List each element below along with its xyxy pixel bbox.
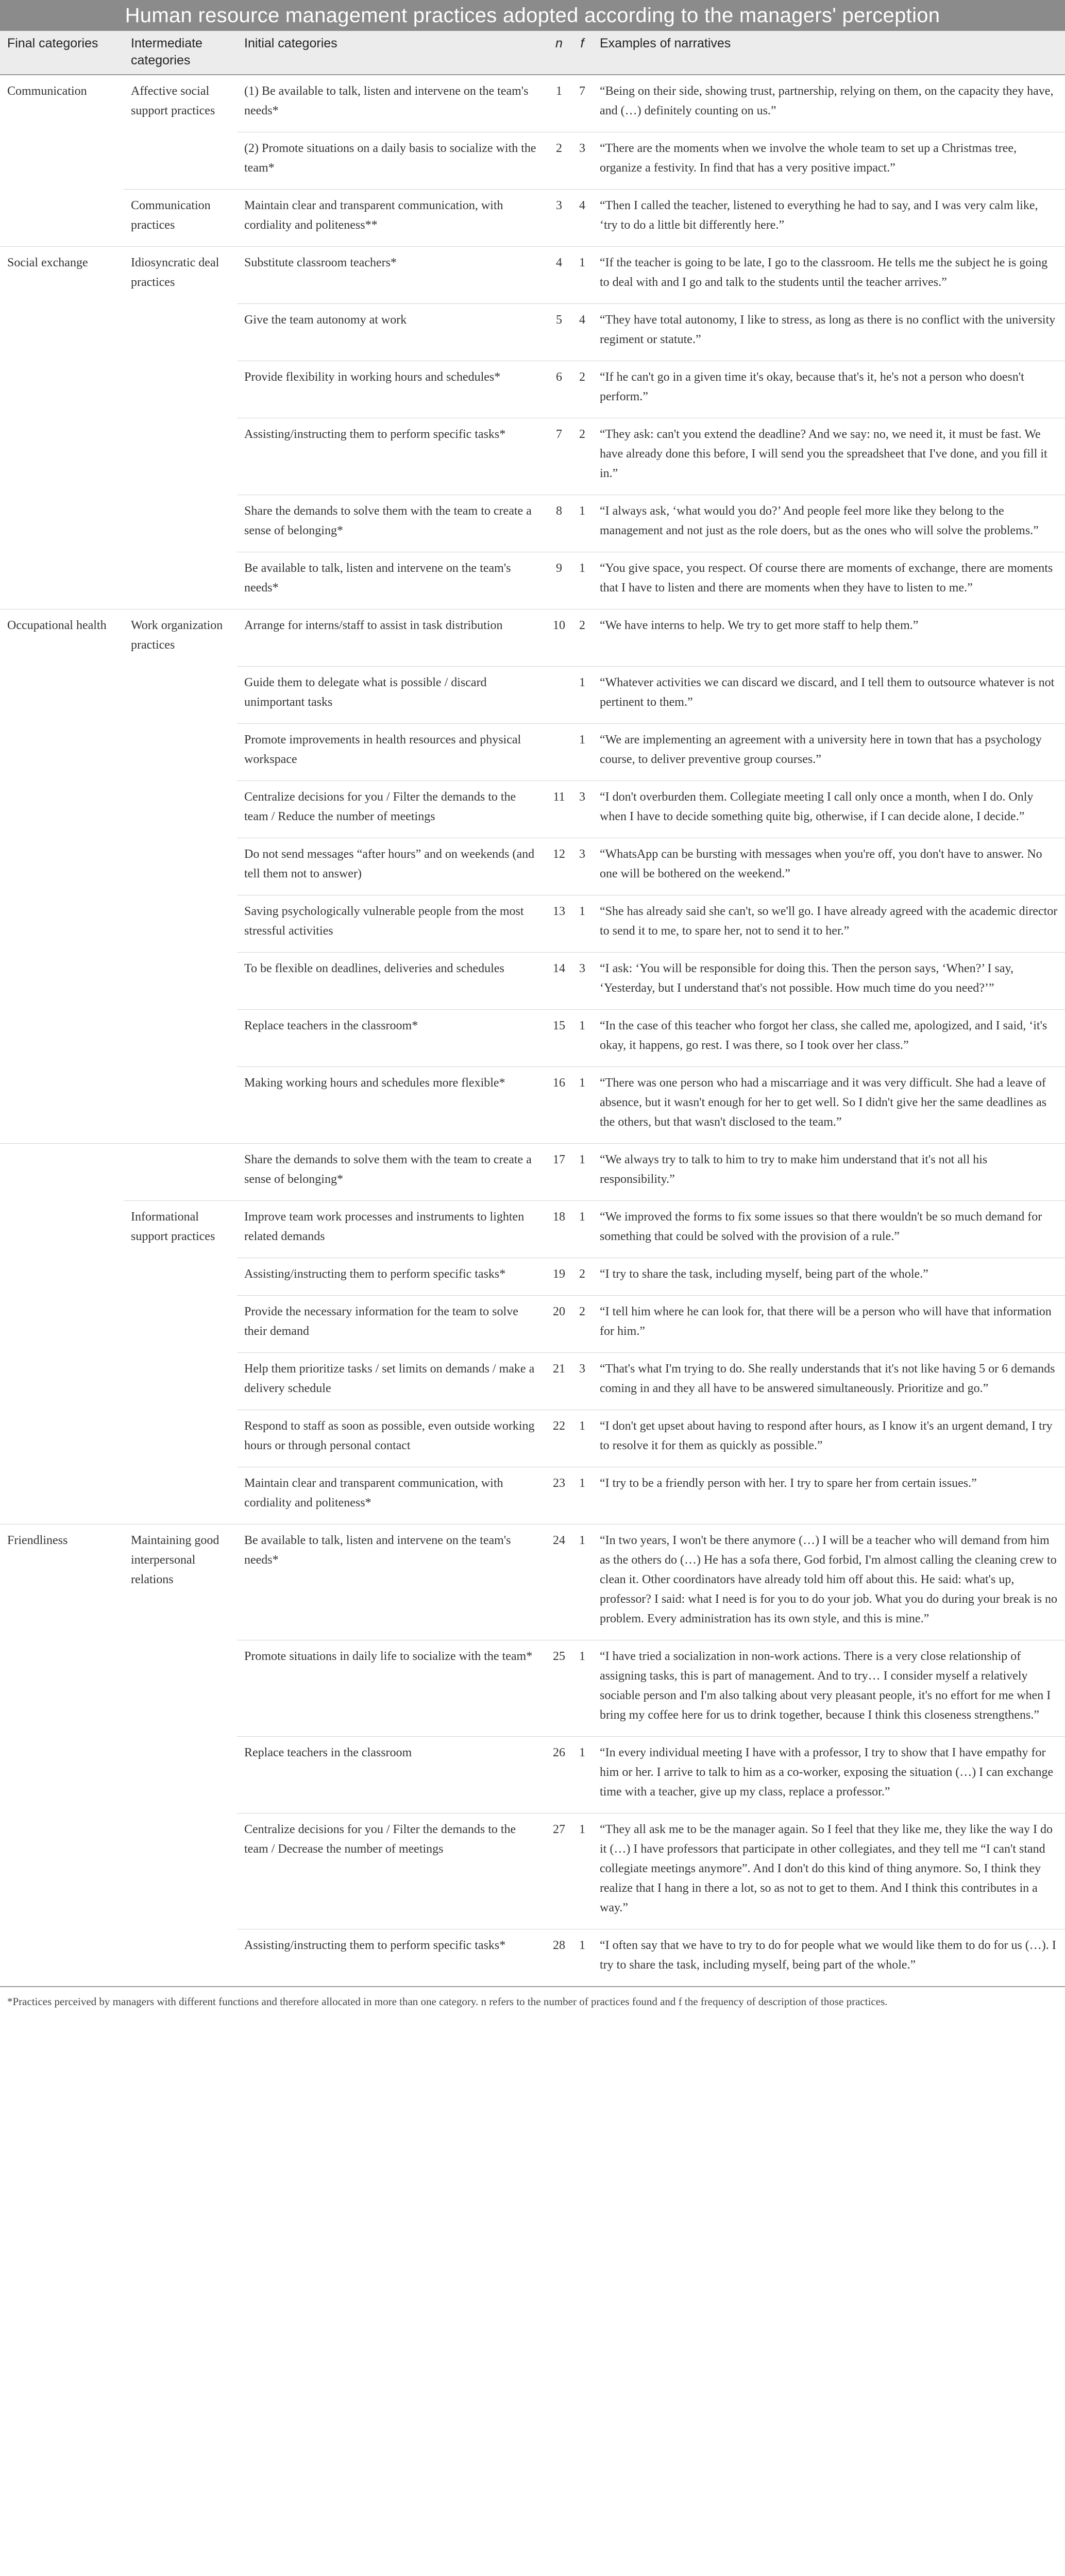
f-cell: 1 — [572, 495, 593, 552]
final-category-cell: Communication — [7, 84, 87, 98]
intermediate-category-cell — [124, 304, 237, 361]
intermediate-category-cell: Informational support practices — [124, 1200, 237, 1258]
initial-category-cell: Share the demands to solve them with the team to create a sense of belonging* — [237, 1143, 546, 1200]
table-row — [0, 190, 1065, 247]
table-row — [0, 75, 1065, 132]
table-row — [0, 666, 1065, 723]
f-cell: 2 — [572, 1258, 593, 1295]
table-row — [0, 609, 1065, 667]
final-category-cell: Friendliness — [0, 1524, 124, 1640]
narrative-cell: “I don't overburden them. Collegiate meeting I call only once a month, when I do. Only when I have to decide something quite big, otherwise, if I can decide alone, I decide.” — [593, 781, 1065, 838]
final-category-cell — [0, 952, 124, 1009]
initial-category-cell: Substitute classroom teachers* — [237, 247, 546, 304]
final-category-cell — [0, 1467, 124, 1524]
f-cell: 1 — [572, 1200, 593, 1258]
f-cell: 3 — [572, 132, 593, 190]
initial-category-cell: Maintain clear and transparent communication, with cordiality and politeness* — [237, 1467, 546, 1524]
final-category-cell — [0, 781, 124, 838]
f-cell: 1 — [572, 247, 593, 304]
intermediate-category-cell — [124, 666, 237, 723]
f-cell: 1 — [572, 723, 593, 781]
n-cell — [546, 723, 572, 781]
final-category-cell — [0, 1352, 124, 1410]
final-category-cell — [0, 132, 124, 190]
initial-category-cell: Replace teachers in the classroom — [237, 1736, 546, 1813]
narrative-cell: “WhatsApp can be bursting with messages when you're off, you don't have to answer. No one will be bothered on the weekend.” — [593, 838, 1065, 895]
narrative-cell: “I don't get upset about having to respond after hours, as I know it's an urgent demand, I try to resolve it for them as quickly as possible.” — [593, 1410, 1065, 1467]
n-cell: 16 — [546, 1066, 572, 1143]
intermediate-category-cell — [124, 552, 237, 609]
table-row — [0, 1009, 1065, 1066]
narrative-cell: “Whatever activities we can discard we discard, and I tell them to outsource whatever is not pertinent to them.” — [593, 666, 1065, 723]
table-row — [0, 495, 1065, 552]
table-row — [0, 1640, 1065, 1736]
narrative-cell: “I ask: ‘You will be responsible for doing this. Then the person says, ‘When?’ I say, ‘Yesterday, but I understand that's not possible. How much time do you need?’” — [593, 952, 1065, 1009]
f-cell: 1 — [572, 552, 593, 609]
header-initial-categories: Initial categories — [237, 31, 546, 75]
narrative-cell: “I try to be a friendly person with her. I try to spare her from certain issues.” — [593, 1467, 1065, 1524]
final-category-cell — [0, 666, 124, 723]
final-category-cell — [0, 552, 124, 609]
final-category-cell — [0, 1410, 124, 1467]
intermediate-category-cell — [124, 1352, 237, 1410]
initial-category-cell: Improve team work processes and instruments to lighten related demands — [237, 1200, 546, 1258]
table-row — [0, 1813, 1065, 1929]
table-row — [0, 1467, 1065, 1524]
f-cell: 1 — [572, 1640, 593, 1736]
table-row — [0, 1352, 1065, 1410]
initial-category-cell: (2) Promote situations on a daily basis to socialize with the team* — [237, 132, 546, 190]
header-intermediate-categories: Intermediate categories — [124, 31, 237, 75]
n-cell: 10 — [546, 609, 572, 667]
final-category-cell — [0, 1143, 124, 1200]
n-cell: 22 — [546, 1410, 572, 1467]
intermediate-category-cell — [124, 723, 237, 781]
table-row — [0, 723, 1065, 781]
n-cell: 4 — [546, 247, 572, 304]
table-row — [0, 838, 1065, 895]
n-cell: 19 — [546, 1258, 572, 1295]
narrative-cell: “There was one person who had a miscarriage and it was very difficult. She had a leave of absence, but it wasn't enough for her to get well. So I didn't give her the same deadlines as the others, but that wasn't disclosed to the team.” — [593, 1066, 1065, 1143]
f-cell: 1 — [572, 1410, 593, 1467]
table-title: Human resource management practices adopted according to the managers' perception — [0, 0, 1065, 31]
n-cell: 26 — [546, 1736, 572, 1813]
n-cell: 28 — [546, 1929, 572, 1987]
f-cell: 1 — [572, 1929, 593, 1987]
n-cell: 6 — [546, 361, 572, 418]
intermediate-category-cell — [124, 1295, 237, 1352]
table-body — [0, 75, 1065, 1987]
table-row — [0, 304, 1065, 361]
initial-category-cell: Assisting/instructing them to perform specific tasks* — [237, 1258, 546, 1295]
narrative-cell: “There are the moments when we involve the whole team to set up a Christmas tree, organize a festivity. In find that has a very positive impact.” — [593, 132, 1065, 190]
f-cell: 7 — [572, 75, 593, 132]
intermediate-category-cell: Communication practices — [124, 190, 237, 247]
narrative-cell: “If he can't go in a given time it's okay, because that's it, he's not a person who doesn't perform.” — [593, 361, 1065, 418]
intermediate-category-cell — [124, 495, 237, 552]
narrative-cell: “Being on their side, showing trust, partnership, relying on them, on the capacity they have, and (…) definitely counting on us.” — [593, 75, 1065, 132]
n-cell: 15 — [546, 1009, 572, 1066]
table-row — [0, 1066, 1065, 1143]
final-category-cell — [0, 838, 124, 895]
table-row — [0, 1295, 1065, 1352]
header-f: f — [572, 31, 593, 75]
narrative-cell: “In every individual meeting I have with a professor, I try to show that I have empathy for him or her. I arrive to talk to him as a co-worker, exposing the situation (…) I can exchange time with a teacher, give up my class, replace a professor.” — [593, 1736, 1065, 1813]
intermediate-category-cell — [124, 781, 237, 838]
table-row — [0, 1929, 1065, 1987]
narrative-cell: “In two years, I won't be there anymore (…) I will be a teacher who will demand from him as the others do (…) He has a sofa there, God forbid, I'm almost calling the cleaning crew to clean it. Other coordinators have already told him off about this. He said: what's up, professor? I said: what I need is for you to do your job. What you do during your break is no problem. Every administration has its own style, and this is mine.” — [593, 1524, 1065, 1640]
intermediate-category-cell — [124, 361, 237, 418]
initial-category-cell: Assisting/instructing them to perform specific tasks* — [237, 418, 546, 495]
narrative-cell: “I tell him where he can look for, that there will be a person who will have that information for him.” — [593, 1295, 1065, 1352]
f-cell: 3 — [572, 838, 593, 895]
n-cell: 25 — [546, 1640, 572, 1736]
table-row — [0, 1143, 1065, 1200]
f-cell: 4 — [572, 304, 593, 361]
table-row — [0, 132, 1065, 190]
initial-category-cell: Be available to talk, listen and intervene on the team's needs* — [237, 1524, 546, 1640]
table-row — [0, 895, 1065, 952]
intermediate-category-cell: Work organization practices — [124, 609, 237, 667]
f-cell: 4 — [572, 190, 593, 247]
intermediate-category-cell — [124, 1066, 237, 1143]
final-category-cell — [0, 495, 124, 552]
intermediate-category-cell — [124, 1813, 237, 1929]
final-category-cell — [0, 1258, 124, 1295]
n-cell: 2 — [546, 132, 572, 190]
narrative-cell: “I have tried a socialization in non-work actions. There is a very close relationship of assigning tasks, this is part of management. And to try… I consider myself a relatively sociable person and I'm also talking about very pleasant people, it's no effort for me when I bring my coffee here for us to drink together, because I think this closeness strengthens.” — [593, 1640, 1065, 1736]
intermediate-category-cell — [124, 1929, 237, 1987]
initial-category-cell: Provide the necessary information for the team to solve their demand — [237, 1295, 546, 1352]
f-cell: 1 — [572, 1066, 593, 1143]
n-cell: 27 — [546, 1813, 572, 1929]
initial-category-cell: Saving psychologically vulnerable people from the most stressful activities — [237, 895, 546, 952]
initial-category-cell: Maintain clear and transparent communication, with cordiality and politeness** — [237, 190, 546, 247]
initial-category-cell: (1) Be available to talk, listen and intervene on the team's needs* — [237, 75, 546, 132]
table-row — [0, 552, 1065, 609]
f-cell: 3 — [572, 781, 593, 838]
intermediate-category-cell — [124, 1009, 237, 1066]
intermediate-category-cell — [124, 1736, 237, 1813]
n-cell: 23 — [546, 1467, 572, 1524]
initial-category-cell: To be flexible on deadlines, deliveries and schedules — [237, 952, 546, 1009]
n-cell: 13 — [546, 895, 572, 952]
f-cell: 1 — [572, 1467, 593, 1524]
initial-category-cell: Provide flexibility in working hours and schedules* — [237, 361, 546, 418]
narrative-cell: “I often say that we have to try to do for people what we would like them to do for us (…). I try to share the task, including myself, being part of the whole.” — [593, 1929, 1065, 1987]
intermediate-category-cell: Maintaining good interpersonal relations — [124, 1524, 237, 1640]
initial-category-cell: Arrange for interns/staff to assist in task distribution — [237, 609, 546, 667]
f-cell: 2 — [572, 1295, 593, 1352]
f-cell: 2 — [572, 609, 593, 667]
f-cell: 1 — [572, 1736, 593, 1813]
final-category-cell — [0, 418, 124, 495]
narrative-cell: “You give space, you respect. Of course there are moments of exchange, there are moments that I have to listen and there are moments when they have to listen to me.” — [593, 552, 1065, 609]
final-category-cell — [0, 1929, 124, 1987]
n-cell: 8 — [546, 495, 572, 552]
table-row — [0, 1410, 1065, 1467]
final-category-cell — [0, 1736, 124, 1813]
n-cell — [546, 666, 572, 723]
intermediate-category-cell — [124, 1410, 237, 1467]
n-cell: 5 — [546, 304, 572, 361]
initial-category-cell: Be available to talk, listen and intervene on the team's needs* — [237, 552, 546, 609]
final-category-cell: Social exchange — [0, 247, 124, 304]
final-category-cell — [0, 895, 124, 952]
n-cell: 3 — [546, 190, 572, 247]
narrative-cell: “In the case of this teacher who forgot her class, she called me, apologized, and I said, ‘it's okay, it happens, go rest. I was there, so I took over her class.” — [593, 1009, 1065, 1066]
intermediate-category-cell — [124, 132, 237, 190]
initial-category-cell: Share the demands to solve them with the team to create a sense of belonging* — [237, 495, 546, 552]
table-row — [0, 247, 1065, 304]
narrative-cell: “Then I called the teacher, listened to everything he had to say, and I was very calm like, ‘try to do a little bit differently here.” — [593, 190, 1065, 247]
initial-category-cell: Do not send messages “after hours” and on weekends (and tell them not to answer) — [237, 838, 546, 895]
table-row — [0, 361, 1065, 418]
f-cell: 2 — [572, 418, 593, 495]
intermediate-category-cell — [124, 1258, 237, 1295]
n-cell: 14 — [546, 952, 572, 1009]
initial-category-cell: Making working hours and schedules more flexible* — [237, 1066, 546, 1143]
n-cell: 1 — [546, 75, 572, 132]
initial-category-cell: Guide them to delegate what is possible / discard unimportant tasks — [237, 666, 546, 723]
intermediate-category-cell: Affective social support practices — [131, 84, 215, 117]
initial-category-cell: Centralize decisions for you / Filter the demands to the team / Decrease the number of meetings — [237, 1813, 546, 1929]
f-cell: 3 — [572, 952, 593, 1009]
n-cell: 24 — [546, 1524, 572, 1640]
intermediate-category-cell — [124, 838, 237, 895]
narrative-cell: “They have total autonomy, I like to stress, as long as there is no conflict with the university regiment or statute.” — [593, 304, 1065, 361]
n-cell: 11 — [546, 781, 572, 838]
narrative-cell: “I try to share the task, including myself, being part of the whole.” — [593, 1258, 1065, 1295]
final-category-cell — [0, 723, 124, 781]
narrative-cell: “That's what I'm trying to do. She really understands that it's not like having 5 or 6 demands coming in and they all have to be answered simultaneously. Prioritize and go.” — [593, 1352, 1065, 1410]
footnote: *Practices perceived by managers with different functions and therefore allocated in more than one category. n refers to the number of practices found and f the frequency of description of those practices. — [7, 1995, 888, 2008]
narrative-cell: “They ask: can't you extend the deadline? And we say: no, we need it, it must be fast. We have already done this before, I will send you the spreadsheet that I've done, and you fill it in.” — [593, 418, 1065, 495]
f-cell: 2 — [572, 361, 593, 418]
n-cell: 21 — [546, 1352, 572, 1410]
intermediate-category-cell — [124, 418, 237, 495]
n-cell: 17 — [546, 1143, 572, 1200]
n-cell: 9 — [546, 552, 572, 609]
n-cell: 12 — [546, 838, 572, 895]
table-row — [0, 952, 1065, 1009]
final-category-cell — [0, 1009, 124, 1066]
final-category-cell — [0, 1200, 124, 1258]
final-category-cell — [0, 1640, 124, 1736]
narrative-cell: “I always ask, ‘what would you do?’ And people feel more like they belong to the management and not just as the role doers, but as the ones who will solve the problems.” — [593, 495, 1065, 552]
final-category-cell — [0, 1066, 124, 1143]
intermediate-category-cell: Idiosyncratic deal practices — [124, 247, 237, 304]
narrative-cell: “She has already said she can't, so we'll go. I have already agreed with the academic director to send it to me, to spare her, not to send it to her.” — [593, 895, 1065, 952]
f-cell: 1 — [572, 666, 593, 723]
header-row — [0, 31, 1065, 75]
initial-category-cell: Help them prioritize tasks / set limits on demands / make a delivery schedule — [237, 1352, 546, 1410]
f-cell: 1 — [572, 1813, 593, 1929]
f-cell: 1 — [572, 1009, 593, 1066]
n-cell: 20 — [546, 1295, 572, 1352]
narrative-cell: “We always try to talk to him to try to make him understand that it's not all his responsibility.” — [593, 1143, 1065, 1200]
f-cell: 1 — [572, 1524, 593, 1640]
intermediate-category-cell — [124, 895, 237, 952]
practices-table — [0, 31, 1065, 1987]
table-row — [0, 1258, 1065, 1295]
initial-category-cell: Give the team autonomy at work — [237, 304, 546, 361]
narrative-cell: “We are implementing an agreement with a university here in town that has a psychology course, to deliver preventive group courses.” — [593, 723, 1065, 781]
table-row — [0, 1524, 1065, 1640]
intermediate-category-cell — [124, 1143, 237, 1200]
f-cell: 1 — [572, 1143, 593, 1200]
final-category-cell: Occupational health — [0, 609, 124, 667]
header-n: n — [546, 31, 572, 75]
narrative-cell: “We have interns to help. We try to get more staff to help them.” — [593, 609, 1065, 667]
final-category-cell — [0, 304, 124, 361]
header-final-categories: Final categories — [0, 31, 124, 75]
n-cell: 18 — [546, 1200, 572, 1258]
initial-category-cell: Replace teachers in the classroom* — [237, 1009, 546, 1066]
initial-category-cell: Respond to staff as soon as possible, even outside working hours or through personal contact — [237, 1410, 546, 1467]
initial-category-cell: Assisting/instructing them to perform specific tasks* — [237, 1929, 546, 1987]
initial-category-cell: Promote situations in daily life to socialize with the team* — [237, 1640, 546, 1736]
intermediate-category-cell — [124, 952, 237, 1009]
f-cell: 3 — [572, 1352, 593, 1410]
table-row — [0, 781, 1065, 838]
narrative-cell: “They all ask me to be the manager again. So I feel that they like me, they like the way I do it (…) I have professors that participate in other collegiates, and they tell me “I can't stand collegiate meetings anymore”. And I don't do this kind of thing anymore. So, I think they realize that I hang in there a lot, so as not to get to them. And I think this contributes in a way.” — [593, 1813, 1065, 1929]
table-row — [0, 418, 1065, 495]
table-row — [0, 1736, 1065, 1813]
narrative-cell: “We improved the forms to fix some issues so that there wouldn't be so much demand for something that could be solved with the provision of a rule.” — [593, 1200, 1065, 1258]
table-header — [0, 31, 1065, 75]
narrative-cell: “If the teacher is going to be late, I go to the classroom. He tells me the subject he is going to deal with and I go and talk to the students until the teacher arrives.” — [593, 247, 1065, 304]
table-row — [0, 1200, 1065, 1258]
initial-category-cell: Centralize decisions for you / Filter the demands to the team / Reduce the number of meetings — [237, 781, 546, 838]
n-cell: 7 — [546, 418, 572, 495]
intermediate-category-cell — [124, 1467, 237, 1524]
header-examples: Examples of narratives — [593, 31, 1065, 75]
final-category-cell — [0, 190, 124, 247]
intermediate-category-cell — [124, 1640, 237, 1736]
initial-category-cell: Promote improvements in health resources and physical workspace — [237, 723, 546, 781]
f-cell: 1 — [572, 895, 593, 952]
final-category-cell — [0, 361, 124, 418]
final-category-cell — [0, 1295, 124, 1352]
final-category-cell — [0, 1813, 124, 1929]
